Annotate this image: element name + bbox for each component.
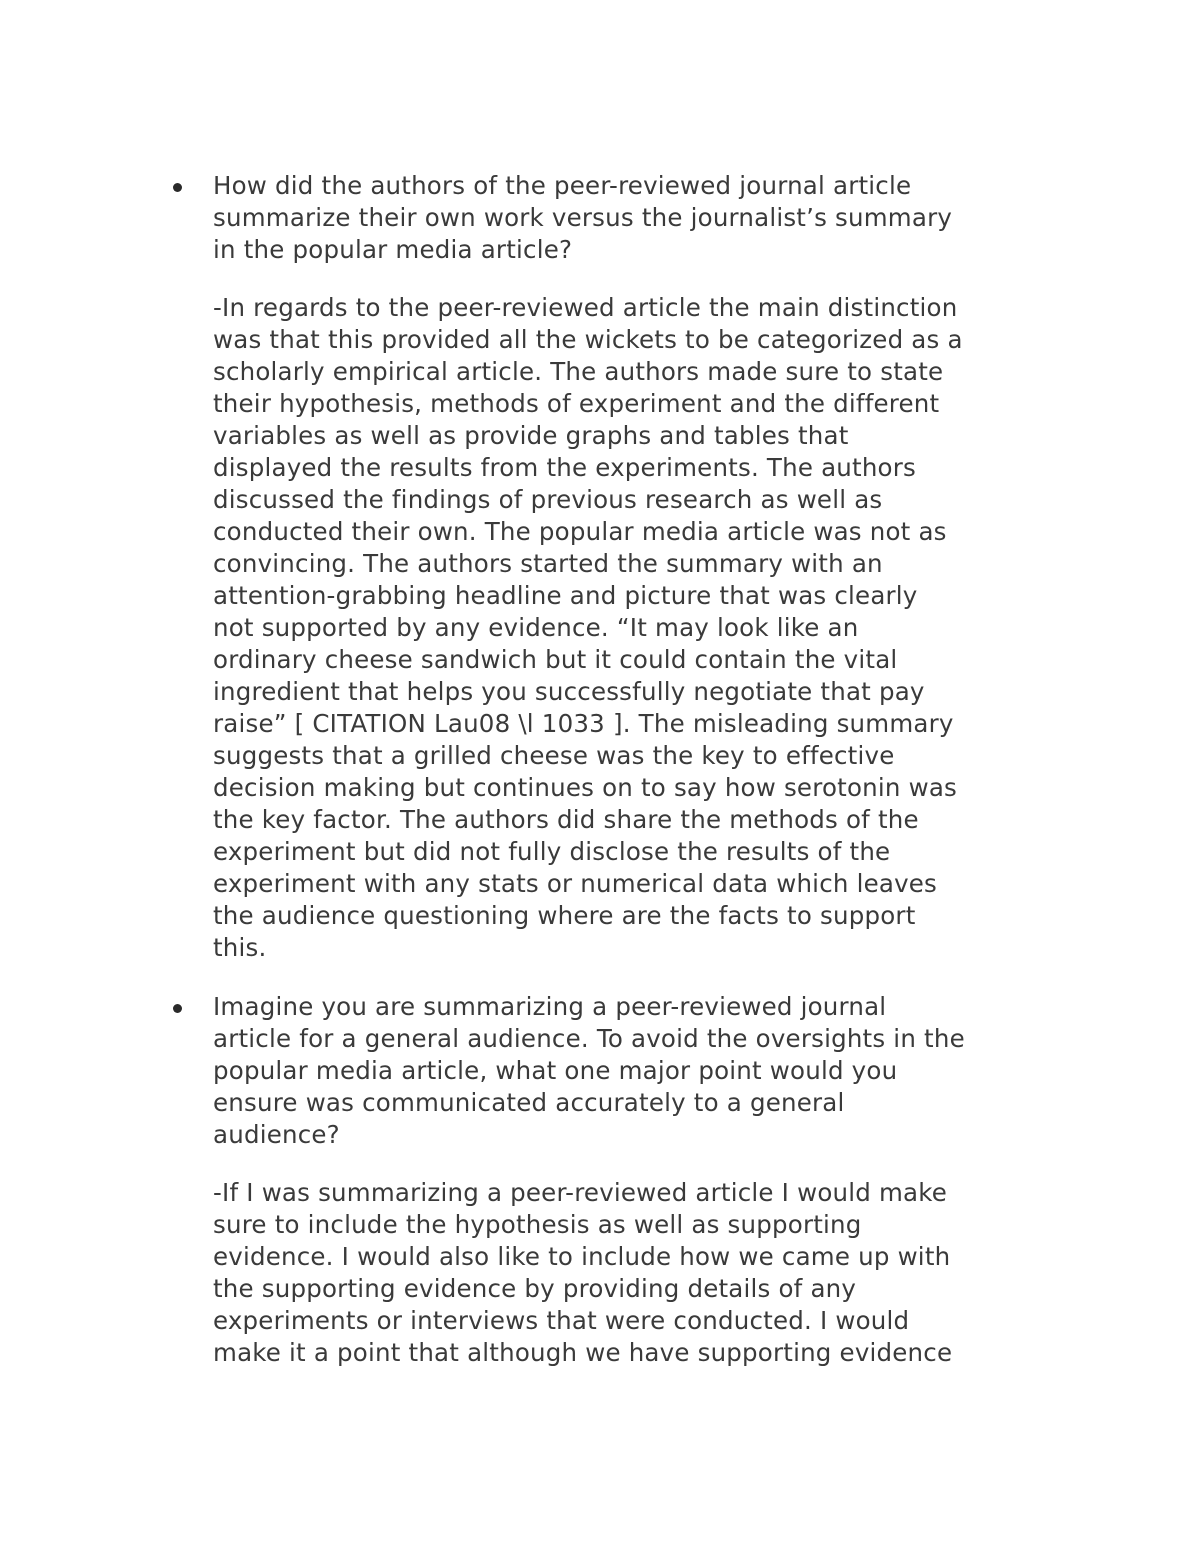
bullet-icon	[173, 183, 182, 192]
bullet-item-1	[213, 170, 1083, 964]
question-text-1: How did the authors of the peer-reviewed journal article summarize their own work versus the journalist’s summary in the popular media article?	[213, 171, 953, 264]
bullet-icon	[173, 1004, 182, 1013]
question-text-2: Imagine you are summarizing a peer-reviewed journal article for a general audience. To avoid the oversights in the popular media article, what one major point would you ensure was communicated accurately to a general audience?	[213, 992, 965, 1149]
answer-text-1: -In regards to the peer-reviewed article the main distinction was that this provided all the wickets to be categorized as a scholarly empirical article. The authors made sure to state their hypothesis, methods of experiment and the different variables as well as provide graphs and tables that displayed the results from the experiments. The authors discussed the findings of previous research as well as conducted their own. The popular media article was not as convincing. The authors started the summary with an attention-grabbing headline and picture that was clearly not supported by any evidence. “It may look like an ordinary cheese sandwich but it could contain the vital ingredient that helps you successfully negotiate that pay raise” [ CITATION Lau08 \l 1033 ]. The misleading summary suggests that a grilled cheese was the key to effective decision making but continues on to say how serotonin was the key factor. The authors did share the methods of the experiment but did not fully disclose the results of the experiment with any stats or numerical data which leaves the audience questioning where are the facts to support this.	[213, 293, 963, 962]
answer-text-2: -If I was summarizing a peer-reviewed article I would make sure to include the hypothesis as well as supporting evidence. I would also like to include how we came up with the supporting evidence by providing details of any experiments or interviews that were conducted. I would make it a point that although we have supporting evidence	[213, 1178, 953, 1367]
bullet-item-2	[213, 991, 1083, 1369]
